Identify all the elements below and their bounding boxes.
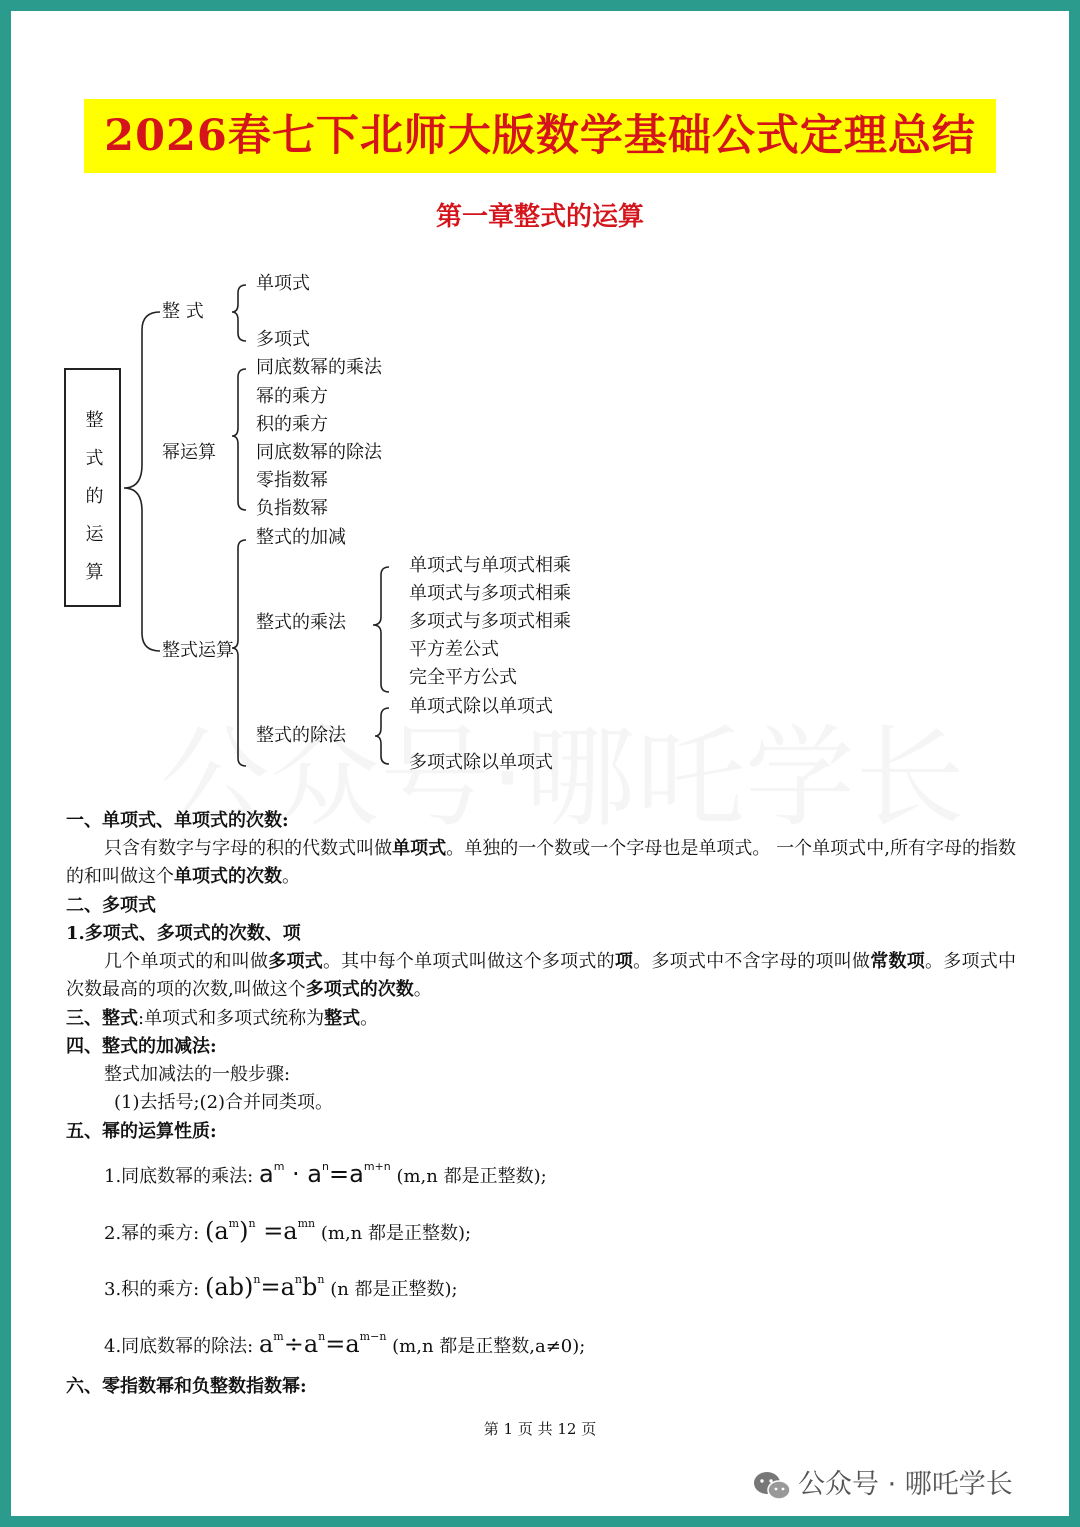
branch-label: 幂运算 — [162, 442, 216, 463]
diagram-item: 多项式除以单项式 — [409, 752, 553, 773]
section-heading: 五、幂的运算性质: — [66, 1121, 217, 1142]
brace-miyunsuan — [232, 369, 246, 510]
formula-2: 2.幂的乘方: $(a^m)^n =a^{mn}$ (m,n 都是正整数); — [104, 1217, 472, 1245]
brace-zhengshi — [232, 285, 246, 341]
paragraph: 几个单项式的和叫做多项式。其中每个单项式叫做这个多项式的项。多项式中不含字母的项叫做常数项。多项式中次数最高的项的次数,叫做这个多项式的次数。 — [66, 951, 1017, 1000]
diagram-item: 整式的乘法 — [256, 612, 346, 633]
brace-chufa — [375, 708, 389, 764]
formula-1: 1.同底数幂的乘法: $a^m \cdot a^n=a^{m+n}$ (m,n 都是正整数); — [104, 1160, 547, 1188]
diagram-item: 零指数幂 — [256, 470, 328, 491]
formula-4: 4.同底数幂的除法: $a^m\div a^n=a^{m-n}$ (m,n 都是正整数,a≠0); — [104, 1330, 586, 1358]
diagram-item: 多项式 — [256, 329, 310, 350]
text-line: (1)去括号;(2)合并同类项。 — [114, 1092, 334, 1113]
paragraph: 只含有数字与字母的积的代数式叫做单项式。单独的一个数或一个字母也是单项式。 一个单项式中,所有字母的指数的和叫做这个单项式的次数。 — [66, 838, 1017, 887]
chapter-title: 第一章整式的运算 — [435, 202, 644, 232]
section-heading: 六、零指数幂和负整数指数幂: — [66, 1376, 307, 1397]
section-heading: 二、多项式 — [66, 895, 156, 916]
diagram-item: 积的乘方 — [256, 414, 328, 435]
root-char: 的 — [85, 486, 104, 507]
diagram-item: 整式的加减 — [256, 527, 346, 548]
section-heading: 四、整式的加减法: — [66, 1036, 217, 1057]
section-heading: 一、单项式、单项式的次数: — [66, 810, 289, 831]
diagram-item: 单项式 — [256, 273, 310, 294]
root-char: 运 — [85, 524, 104, 545]
text-line: 整式加减法的一般步骤: — [104, 1064, 291, 1085]
page-title: 2026春七下北师大版数学基础公式定理总结 — [104, 111, 976, 161]
diagram-item: 负指数幂 — [256, 498, 328, 519]
diagram-item: 单项式除以单项式 — [409, 696, 553, 717]
main-brace — [124, 312, 160, 651]
diagram-item: 同底数幂的除法 — [256, 442, 382, 463]
section-line: 三、整式:单项式和多项式统称为整式。 — [66, 1008, 379, 1029]
diagram-item: 幂的乘方 — [256, 386, 328, 407]
brace-chengfa — [373, 567, 389, 692]
branch-label: 整 式 — [162, 301, 204, 322]
root-char: 整 — [85, 410, 104, 431]
diagram-item: 完全平方公式 — [409, 667, 517, 688]
brand-watermark — [752, 1462, 1013, 1502]
diagram-item: 同底数幂的乘法 — [256, 357, 382, 378]
diagram-item: 平方差公式 — [409, 639, 499, 660]
root-char: 算 — [85, 562, 104, 583]
root-char: 式 — [85, 448, 104, 469]
page-number: 第 1 页 共 12 页 — [483, 1420, 597, 1438]
diagram-item: 单项式与单项式相乘 — [409, 555, 571, 576]
diagram-item: 整式的除法 — [256, 725, 346, 746]
wechat-icon — [752, 1470, 792, 1502]
diagram-item: 单项式与多项式相乘 — [409, 583, 571, 604]
brace-zhengshiyunsuan — [232, 540, 246, 766]
subsection-heading: 1.多项式、多项式的次数、项 — [66, 923, 301, 944]
diagram-item: 多项式与多项式相乘 — [409, 611, 571, 632]
branch-label: 整式运算 — [162, 640, 234, 661]
formula-3: 3.积的乘方: $(ab)^n=a^nb^n$ (n 都是正整数); — [104, 1273, 458, 1301]
brand-text: 公众号 · 哪吒学长 — [798, 1469, 1013, 1500]
